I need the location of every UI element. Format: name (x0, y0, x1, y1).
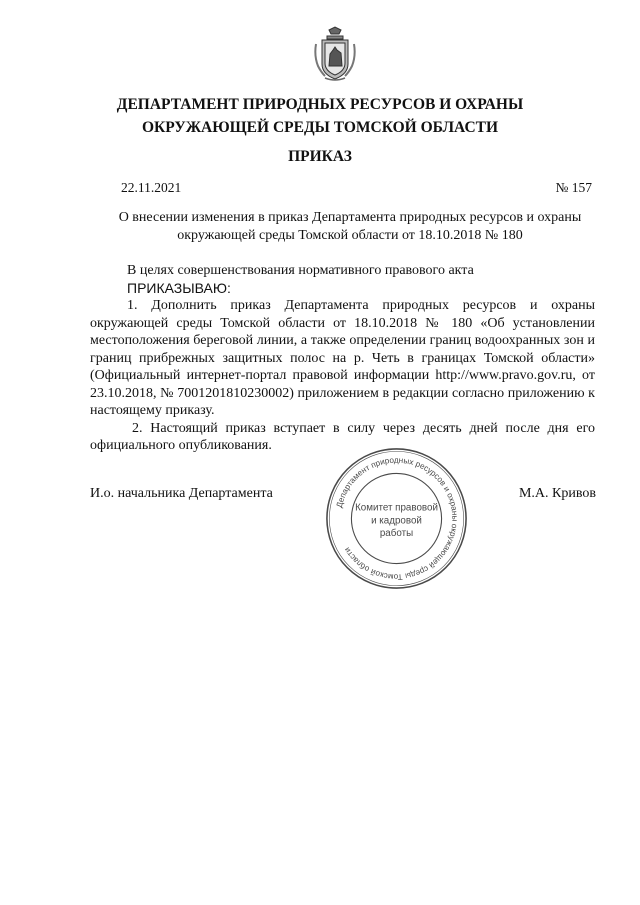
томская-область-coat-of-arms-icon (313, 26, 357, 82)
subject-line2: окружающей среды Томской области от 18.10.2018 № 180 (177, 228, 523, 243)
department-title (0, 93, 640, 139)
document-subject (100, 209, 600, 245)
subject-line1: О внесении изменения в приказ Департамента природных ресурсов и охраны (118, 210, 582, 225)
official-stamp (323, 445, 470, 592)
stamp-center-line2: и кадровой (371, 515, 422, 527)
stamp-center-line1: Комитет правовой (355, 502, 438, 514)
department-title-line1: ДЕПАРТАМЕНТ ПРИРОДНЫХ РЕСУРСОВ И ОХРАНЫ (116, 96, 524, 113)
stamp-ring-text: Департамент природных ресурсов и охраны окружающей среды Томской области (334, 455, 460, 582)
body-item-1: 1. Дополнить приказ Департамента природных ресурсов и охраны окружающей среды Томской области от 18.10.2018 № 180 «Об установлении местоположения береговой линии, а также определении границ водоохранных зон и границ прибрежных защитных полос на р. Четь в границах Томской области» (Официальный интернет-портал правовой информации http://www.pravo.gov.ru, от 23.10.2018, № 7001201810230002) приложением в редакции согласно приложению к настоящему приказу. (90, 298, 595, 418)
body-item-2: 2. Настоящий приказ вступает в силу через десять дней после дня его официального опубликования. (90, 420, 595, 453)
document-body (90, 262, 595, 455)
document-date: 22.11.2021 (121, 180, 182, 195)
body-intro: В целях совершенствования нормативного правового акта (127, 263, 474, 278)
document-type: ПРИКАЗ (288, 148, 352, 165)
body-orders-heading: ПРИКАЗЫВАЮ: (127, 279, 231, 296)
stamp-center-line3: работы (379, 528, 414, 540)
signer-name: М.А. Кривов (518, 486, 596, 501)
department-title-line2: ОКРУЖАЮЩЕЙ СРЕДЫ ТОМСКОЙ ОБЛАСТИ (141, 119, 499, 136)
signer-title: И.о. начальника Департамента (90, 486, 273, 501)
document-number: № 157 (555, 180, 592, 195)
